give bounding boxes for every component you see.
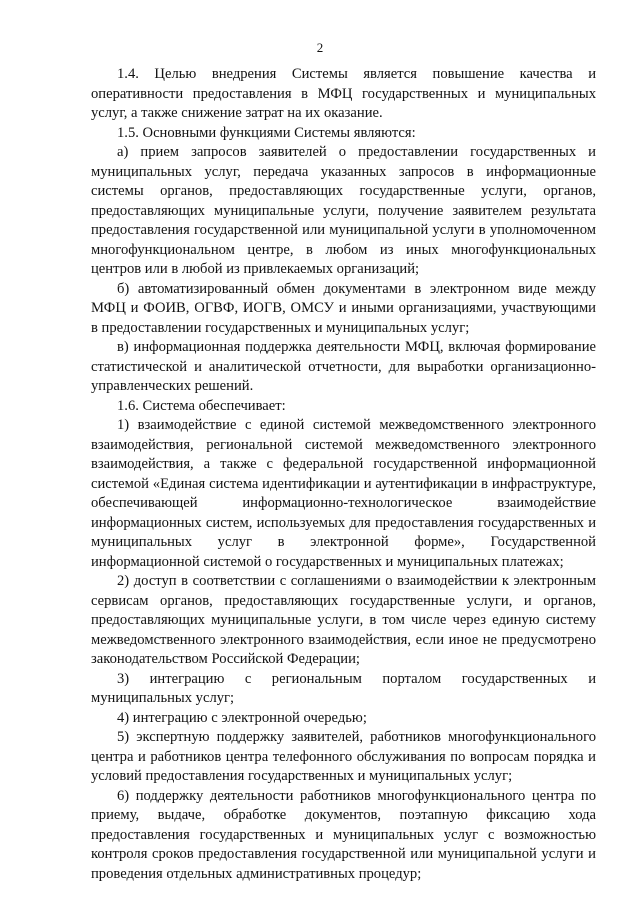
- paragraph-1-4: 1.4. Целью внедрения Системы является повышение качества и оперативности предоставления в МФЦ государственных и муниципальных услуг, а также снижение затрат на их оказание.: [91, 66, 596, 121]
- paragraph-1-5-v: в) информационная поддержка деятельности МФЦ, включая формирование статистической и аналитической отчетности, для выработки организационно-управленческих решений.: [91, 339, 596, 394]
- paragraph-1-6-3: 3) интеграцию с региональным порталом государственных и муниципальных услуг;: [91, 670, 596, 706]
- paragraph-1-6-5: 5) экспертную поддержку заявителей, работников многофункционального центра и работников центра телефонного обслуживания по вопросам порядка и условий предоставления государственных и муниципальных услуг;: [91, 729, 596, 784]
- paragraph-1-6-4: 4) интеграцию с электронной очередью;: [117, 709, 367, 726]
- paragraph-1-5: 1.5. Основными функциями Системы являются:: [117, 124, 416, 141]
- paragraph-1-6: 1.6. Система обеспечивает:: [117, 397, 286, 414]
- paragraph-1-5-a: а) прием запросов заявителей о предоставлении государственных и муниципальных услуг, передача указанных запросов в информационные системы органов, предоставляющих государственные услуги, органов, предоставляющих муниципальные услуги, получение заявителем результата предоставления государственной или муниципальной услуги в уполномоченном многофункциональном центре, в любом из иных многофункциональных центров или в любой из привлекаемых организаций;: [91, 144, 596, 277]
- document-body: [91, 65, 596, 884]
- paragraph-1-5-b: б) автоматизированный обмен документами в электронном виде между МФЦ и ФОИВ, ОГВФ, ИОГВ, ОМСУ и иными организациями, участвующими в предоставлении государственных и муниципальных услуг;: [91, 280, 596, 336]
- paragraph-1-6-2: 2) доступ в соответствии с соглашениями о взаимодействии к электронным сервисам органов, предоставляющих государственные услуги, и органов, предоставляющих муниципальные услуги, в том числе через единую систему межведомственного электронного взаимодействия, если иное не предусмотрено законодательством Российской Федерации;: [91, 573, 596, 667]
- page-number: 2: [316, 40, 324, 55]
- paragraph-1-6-1: 1) взаимодействие с единой системой межведомственного электронного взаимодействия, региональной системой межведомственного электронного взаимодействия, а также с федеральной государственной информационной системой «Единая система идентификации и аутентификации в инфраструктуре, обеспечивающей информационно-технологическое взаимодействие информационных систем, используемых для предоставления государственных и муниципальных услуг в электронной форме», Государственной информационной системой о государственных и муниципальных платежах;: [91, 417, 596, 570]
- paragraph-1-6-6: 6) поддержку деятельности работников многофункционального центра по приему, выдаче, обработке документов, поэтапную фиксацию хода предоставления государственных и муниципальных услуг с возможностью контроля сроков предоставления государственной или муниципальной услуги и проведения отдельных административных процедур;: [91, 787, 596, 882]
